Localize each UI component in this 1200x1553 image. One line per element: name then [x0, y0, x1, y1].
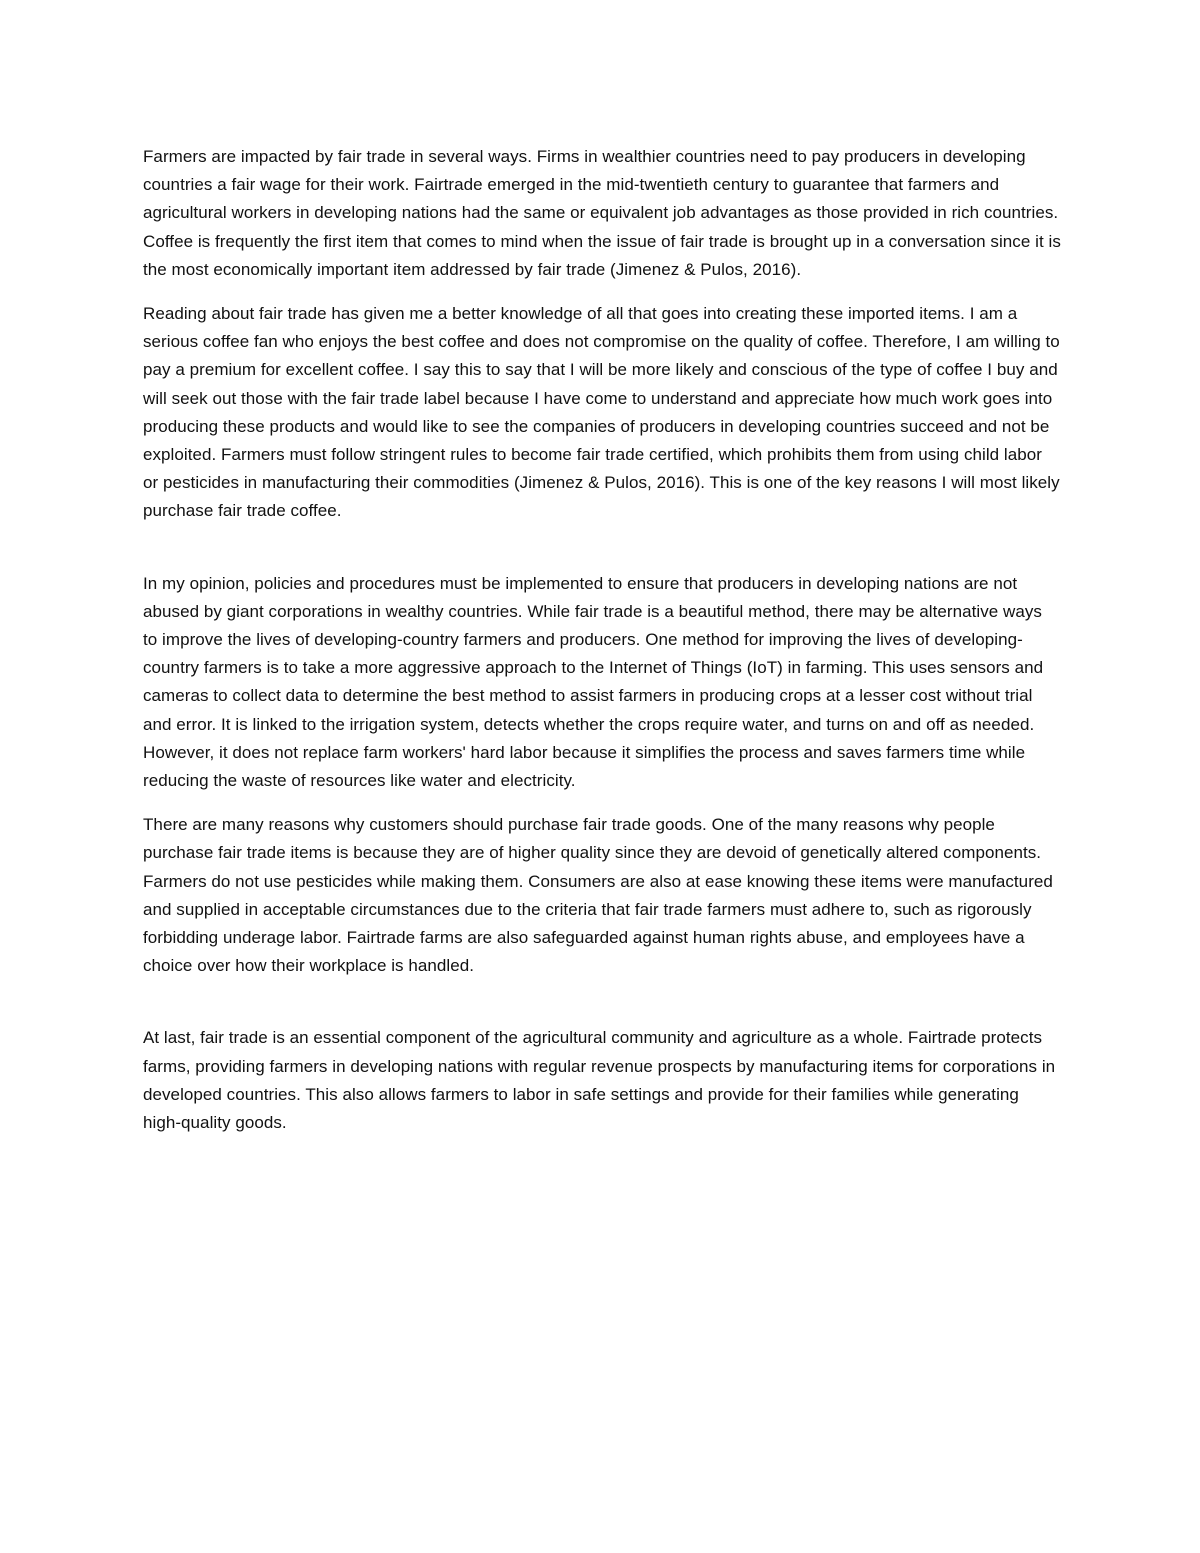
- document-body: [143, 143, 1061, 1153]
- paragraph-2: Reading about fair trade has given me a better knowledge of all that goes into creating these imported items. I am a serious coffee fan who enjoys the best coffee and does not compromise on the quality of coffee. Therefore, I am willing to pay a premium for excellent coffee. I say this to say that I will be more likely and conscious of the type of coffee I buy and will seek out those with the fair trade label because I have come to understand and appreciate how much work goes into producing these products and would like to see the companies of producers in developing countries succeed and not be exploited. Farmers must follow stringent rules to become fair trade certified, which prohibits them from using child labor or pesticides in manufacturing their commodities (Jimenez & Pulos, 2016). This is one of the key reasons I will most likely purchase fair trade coffee.: [143, 304, 1060, 521]
- blank-line: [143, 542, 1061, 570]
- paragraph-5: At last, fair trade is an essential component of the agricultural community and agriculture as a whole. Fairtrade protects farms, providing farmers in developing nations with regular revenue prospects by manufacturing items for corporations in developed countries. This also allows farmers to labor in safe settings and provide for their families while generating high-quality goods.: [143, 1028, 1056, 1133]
- paragraph-1: Farmers are impacted by fair trade in several ways. Firms in wealthier countries need to pay producers in developing countries a fair wage for their work. Fairtrade emerged in the mid-twentieth century to guarantee that farmers and agricultural workers in developing nations had the same or equivalent job advantages as those provided in rich countries. Coffee is frequently the first item that comes to mind when the issue of fair trade is brought up in a conversation since it is the most economically important item addressed by fair trade (Jimenez & Pulos, 2016).: [143, 147, 1061, 279]
- paragraph-4: There are many reasons why customers should purchase fair trade goods. One of the many reasons why people purchase fair trade items is because they are of higher quality since they are devoid of genetically altered components. Farmers do not use pesticides while making them. Consumers are also at ease knowing these items were manufactured and supplied in acceptable circumstances due to the criteria that fair trade farmers must adhere to, such as rigorously forbidding underage labor. Fairtrade farms are also safeguarded against human rights abuse, and employees have a choice over how their workplace is handled.: [143, 815, 1053, 976]
- paragraph-3: In my opinion, policies and procedures must be implemented to ensure that producers in developing nations are not abused by giant corporations in wealthy countries. While fair trade is a beautiful method, there may be alternative ways to improve the lives of developing-country farmers and producers. One method for improving the lives of developing-country farmers is to take a more aggressive approach to the Internet of Things (IoT) in farming. This uses sensors and cameras to collect data to determine the best method to assist farmers in producing crops at a lesser cost without trial and error. It is linked to the irrigation system, detects whether the crops require water, and turns on and off as needed. However, it does not replace farm workers' hard labor because it simplifies the process and saves farmers time while reducing the waste of resources like water and electricity.: [143, 573, 1044, 791]
- blank-line: [143, 996, 1061, 1024]
